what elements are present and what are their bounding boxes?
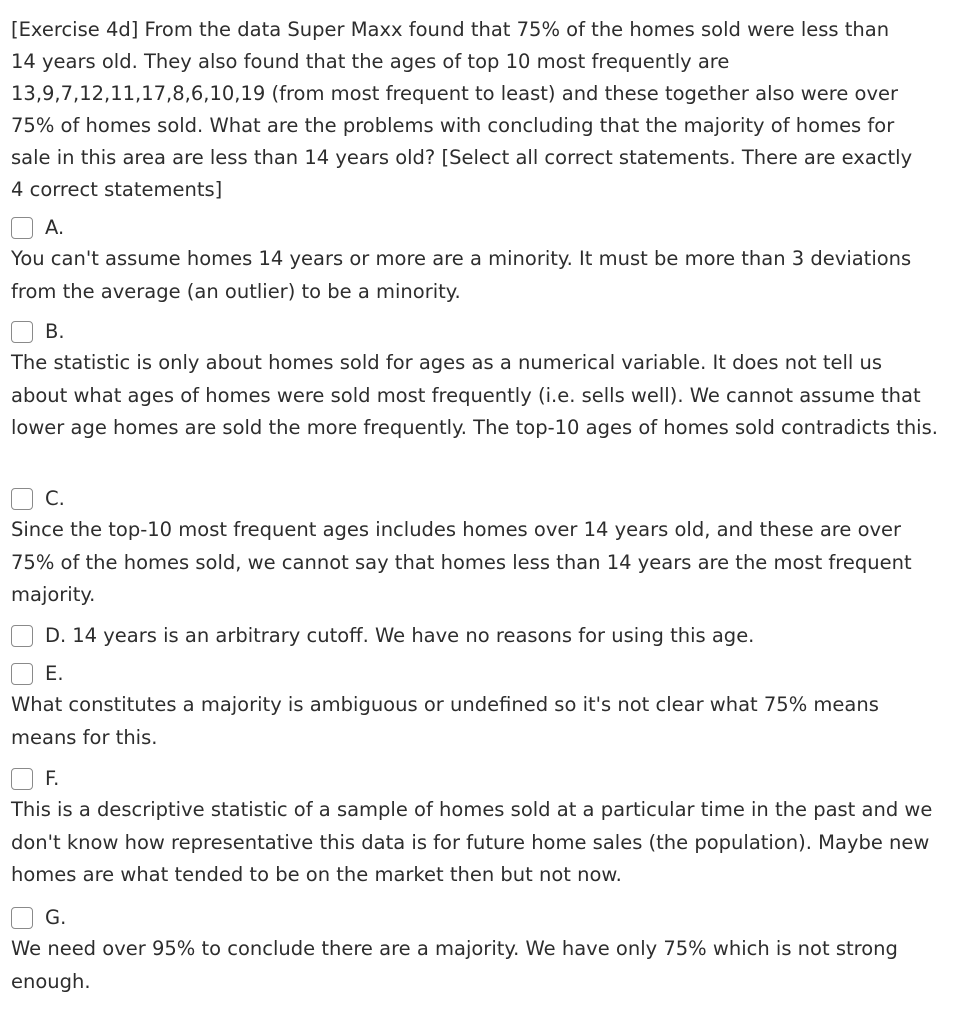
option-e bbox=[11, 658, 960, 763]
option-d-text: 14 years is an arbitrary cutoff. We have no reasons for using this age. bbox=[72, 624, 755, 647]
option-e-letter: E. bbox=[45, 662, 64, 685]
option-g bbox=[11, 902, 960, 992]
option-g-checkbox[interactable] bbox=[11, 907, 33, 929]
option-a bbox=[11, 212, 960, 316]
option-f bbox=[11, 763, 960, 902]
option-d-toggle[interactable] bbox=[11, 620, 960, 651]
option-a-toggle[interactable] bbox=[11, 212, 960, 243]
option-c bbox=[11, 483, 960, 620]
option-c-letter: C. bbox=[45, 487, 65, 510]
option-f-text: This is a descriptive statistic of a sample of homes sold at a particular time in the past and we don't know how representative this data is for future home sales (the population). Maybe new homes are what tended to be on the market then but not now. bbox=[11, 798, 933, 886]
option-c-toggle[interactable] bbox=[11, 483, 960, 514]
option-c-text: Since the top-10 most frequent ages includes homes over 14 years old, and these are over 75% of the homes sold, we cannot say that homes less than 14 years are the most frequent majority. bbox=[11, 518, 912, 606]
option-g-toggle[interactable] bbox=[11, 902, 960, 933]
option-f-checkbox[interactable] bbox=[11, 768, 33, 790]
option-f-letter: F. bbox=[45, 767, 60, 790]
option-d-letter: D. bbox=[45, 624, 67, 647]
option-b bbox=[11, 316, 960, 483]
option-d-checkbox[interactable] bbox=[11, 625, 33, 647]
option-b-letter: B. bbox=[45, 320, 65, 343]
option-f-toggle[interactable] bbox=[11, 763, 960, 794]
option-e-checkbox[interactable] bbox=[11, 663, 33, 685]
option-b-text: The statistic is only about homes sold for ages as a numerical variable. It does not tell us about what ages of homes were sold most frequently (i.e. sells well). We cannot assume that lower age homes are sold the more frequently. The top-10 ages of homes sold contradicts this. bbox=[11, 351, 938, 439]
option-a-checkbox[interactable] bbox=[11, 217, 33, 239]
option-e-text: What constitutes a majority is ambiguous or undefined so it's not clear what 75% means means for this. bbox=[11, 693, 879, 749]
option-a-letter: A. bbox=[45, 216, 65, 239]
question-text: [Exercise 4d] From the data Super Maxx found that 75% of the homes sold were less than 14 years old. They also found that the ages of top 10 most frequently are 13,9,7,12,11,17,8,6,10,19 (from most frequent to least) and these together also were over 75% of homes sold. What are the problems with concluding that the majority of homes for sale in this area are less than 14 years old? [Select all correct statements. There are exactly 4 correct statements] bbox=[11, 18, 913, 201]
option-g-letter: G. bbox=[45, 906, 67, 929]
option-b-checkbox[interactable] bbox=[11, 321, 33, 343]
option-c-checkbox[interactable] bbox=[11, 488, 33, 510]
option-d bbox=[11, 620, 960, 658]
option-a-text: You can't assume homes 14 years or more are a minority. It must be more than 3 deviations from the average (an outlier) to be a minority. bbox=[11, 247, 912, 303]
option-b-toggle[interactable] bbox=[11, 316, 960, 347]
option-g-text: We need over 95% to conclude there are a majority. We have only 75% which is not strong enough. bbox=[11, 937, 898, 993]
option-e-toggle[interactable] bbox=[11, 658, 960, 689]
